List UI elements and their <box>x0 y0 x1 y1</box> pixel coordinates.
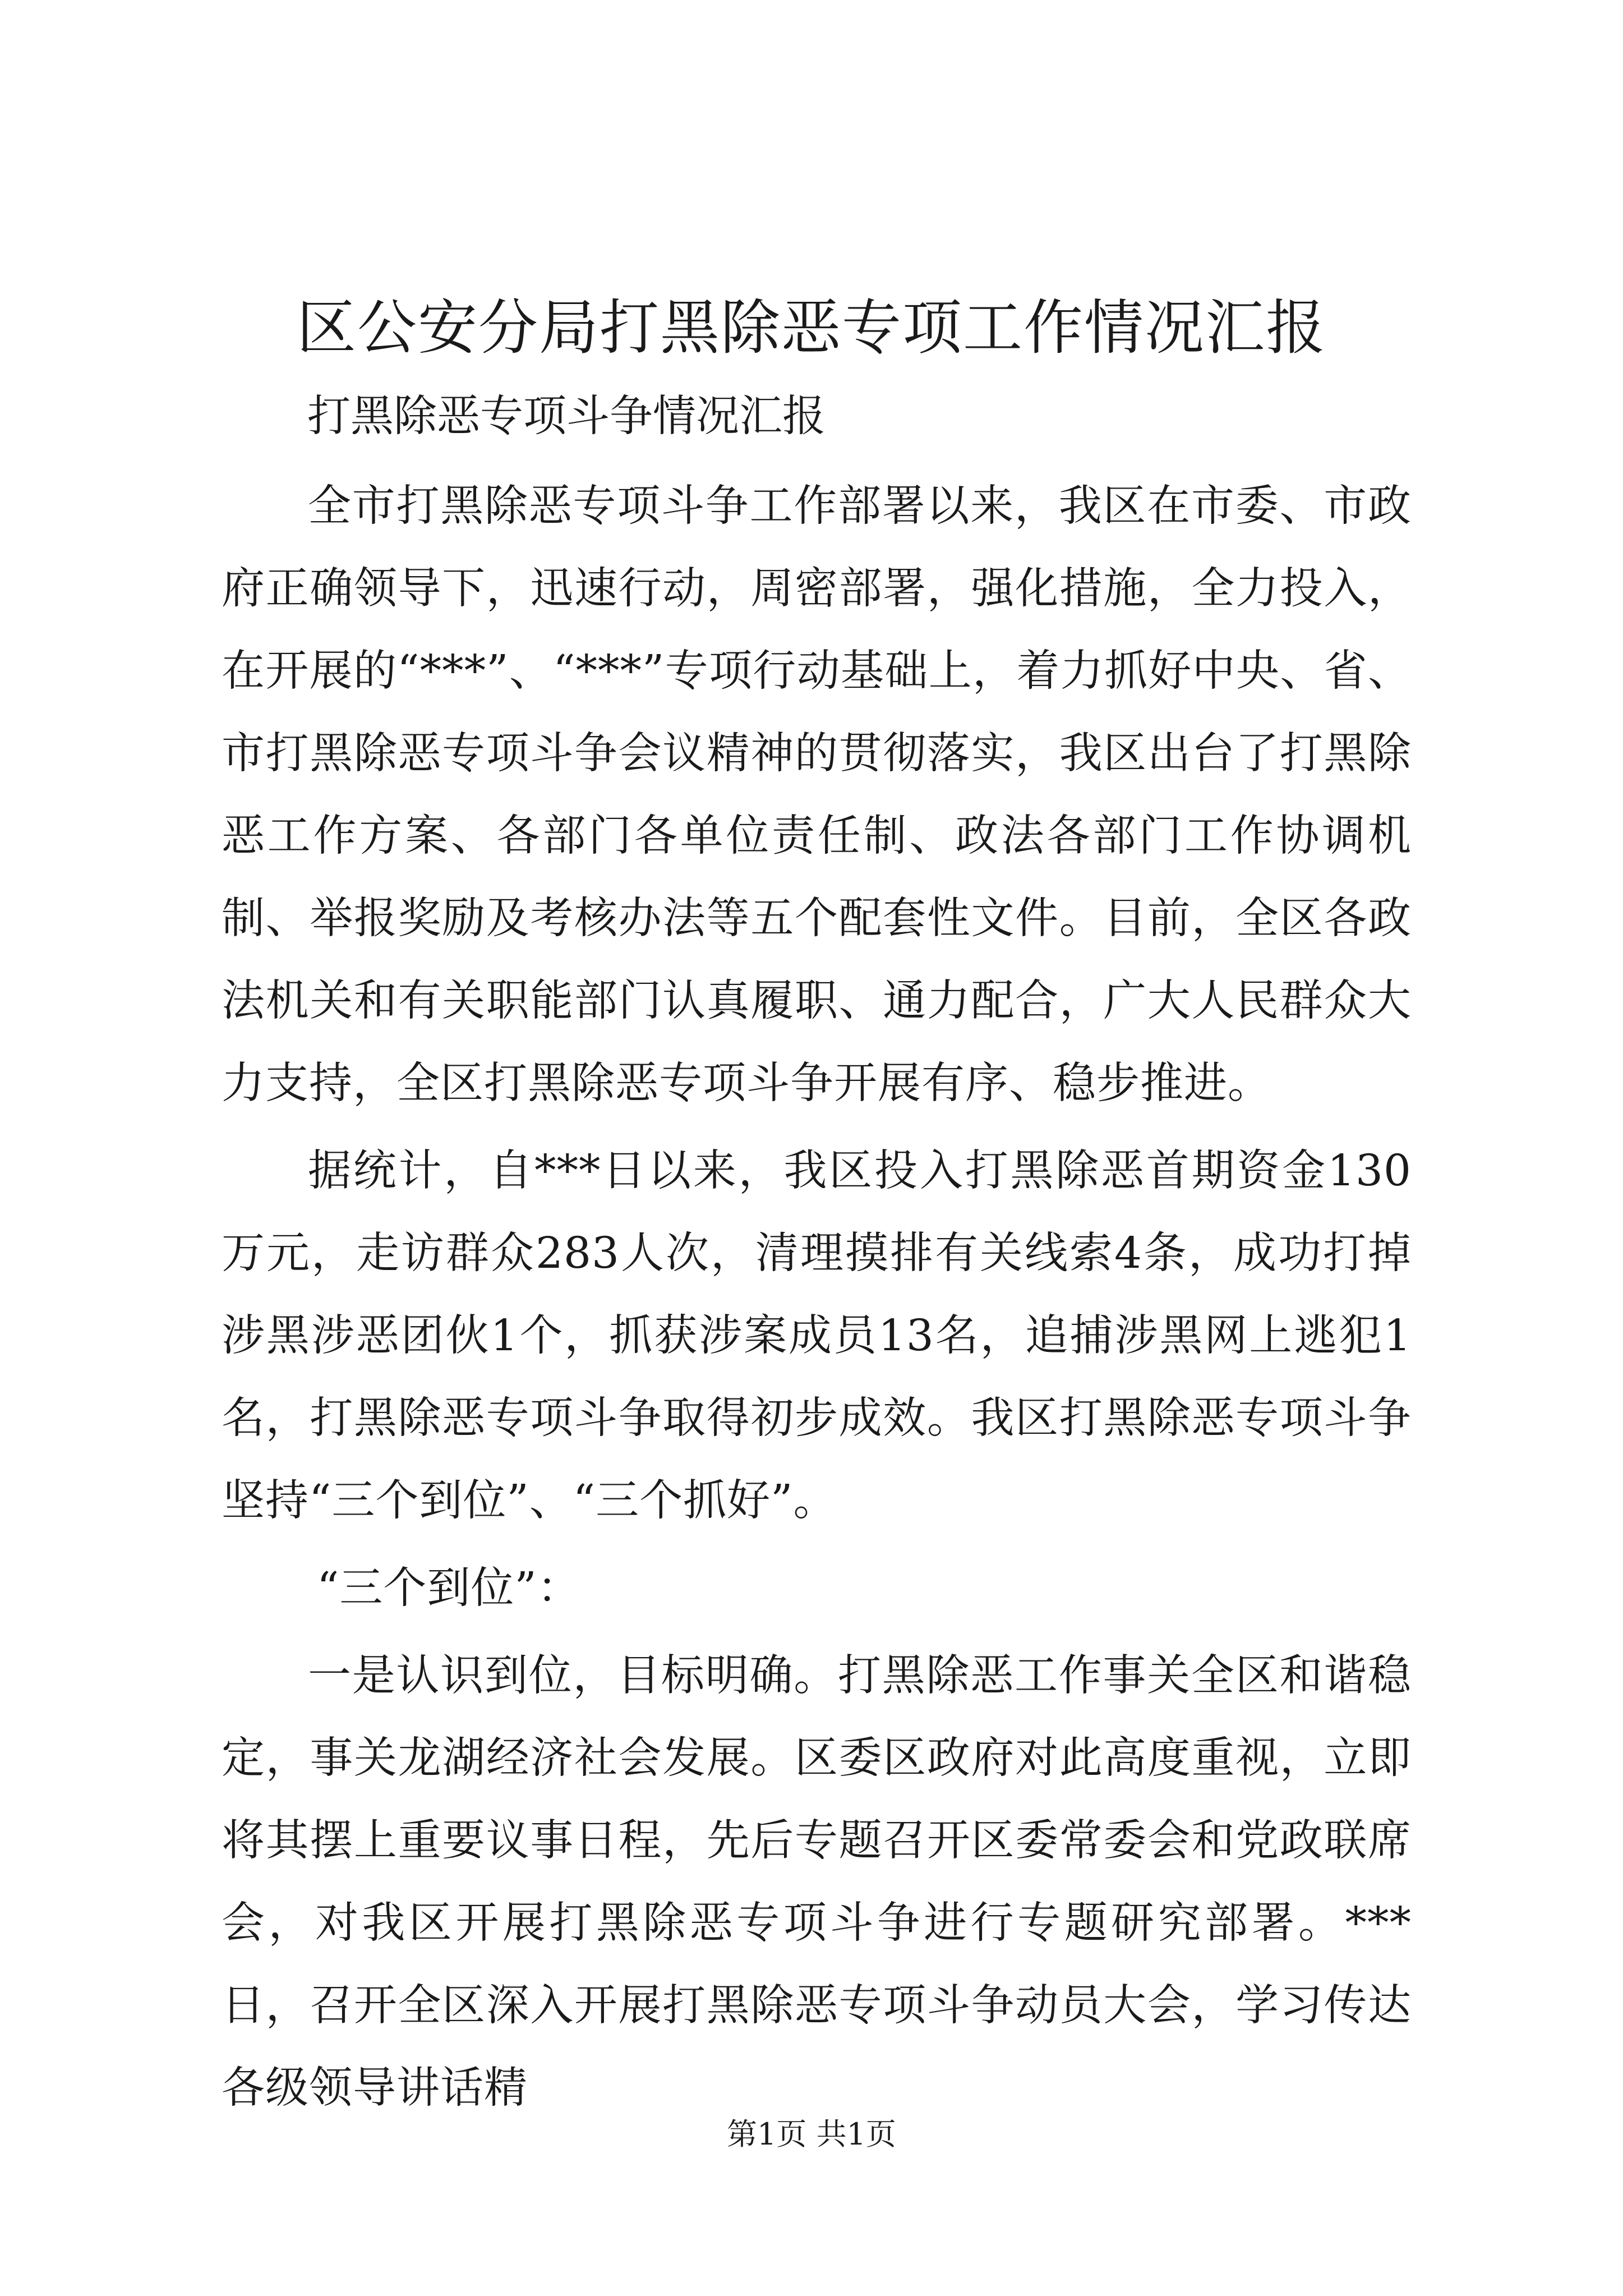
paragraph-statistics: 据统计，自***日以来，我区投入打黑除恶首期资金130万元，走访群众283人次，清理摸排有关线索4条，成功打掉涉黑涉恶团伙1个，抓获涉案成员13名，追捕涉黑网上逃犯1名，打黑除恶专项斗争取得初步成效。我区打黑除恶专项斗争坚持“三个到位”、“三个抓好”。 <box>222 1146 1412 1526</box>
section-heading-three-in-place: “三个到位”： <box>317 1563 581 1613</box>
paragraph-intro: 全市打黑除恶专项斗争工作部署以来，我区在市委、市政府正确领导下，迅速行动，周密部署，强化措施，全力投入，在开展的“***”、“***”专项行动基础上，着力抓好中央、省、市打黑除恶专项斗争会议精神的贯彻落实，我区出台了打黑除恶工作方案、各部门各单位责任制、政法各部门工作协调机制、举报奖励及考核办法等五个配套性文件。目前，全区各政法机关和有关职能部门认真履职、通力配合，广大人民群众大力支持，全区打黑除恶专项斗争开展有序、稳步推进。 <box>222 481 1412 1108</box>
paragraph-point-one: 一是认识到位，目标明确。打黑除恶工作事关全区和谐稳定，事关龙湖经济社会发展。区委区政府对此高度重视，立即将其摆上重要议事日程，先后专题召开区委常委会和党政联席会，对我区开展打黑除恶专项斗争进行专题研究部署。***日，召开全区深入开展打黑除恶专项斗争动员大会，学习传达各级领导讲话精 <box>222 1651 1412 2113</box>
page-number-footer: 第1页 共1页 <box>727 2116 896 2152</box>
document-body <box>222 465 1412 2134</box>
document-title: 区公安分局打黑除恶专项工作情况汇报 <box>297 293 1326 362</box>
document-subtitle: 打黑除恶专项斗争情况汇报 <box>307 392 826 441</box>
